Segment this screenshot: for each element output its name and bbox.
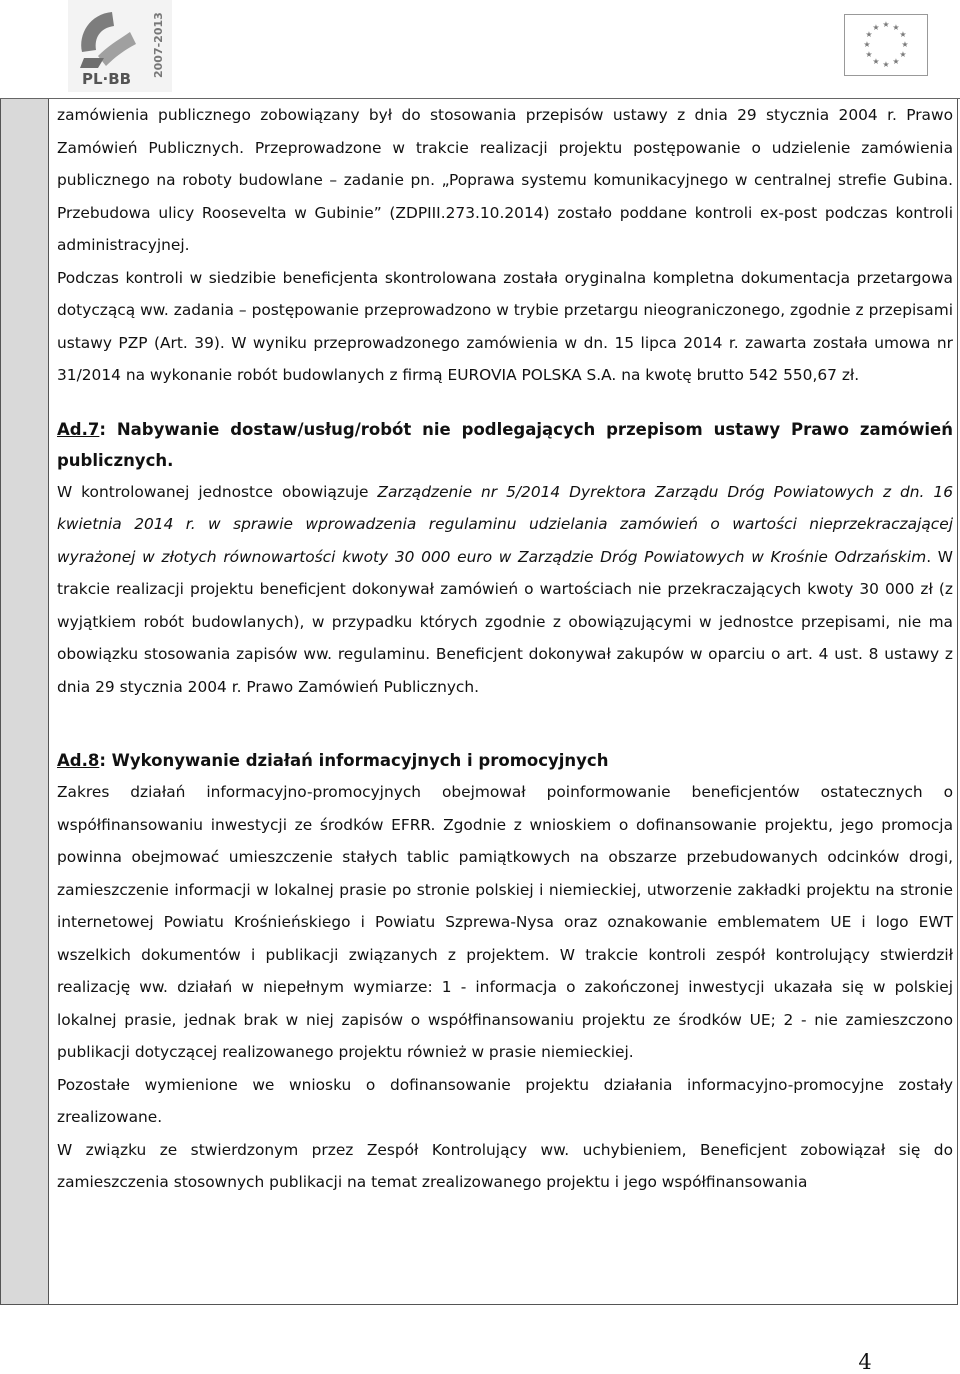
svg-text:★: ★	[892, 57, 900, 66]
eu-flag-stars-icon	[844, 14, 928, 76]
logo-years: 2007-2013	[152, 12, 165, 78]
svg-text:★: ★	[892, 23, 900, 32]
paragraph-1: zamówienia publicznego zobowiązany był do stosowania przepisów ustawy z dnia 29 stycznia 2004 r. Prawo Zamówień Publicznych. Przeprowadzone w trakcie realizacji projektu postępowanie o udzielenie zamówienia publicznego na roboty budowlane – zadanie pn. „Poprawa systemu komunikacyjnego w centralnej strefie Gubina. Przebudowa ulicy Roosevelta w Gubinie” (ZDPIII.273.10.2014) zostało poddane kontroli ex-post podczas kontroli administracyjnej.	[57, 106, 953, 254]
svg-text:★: ★	[901, 40, 909, 49]
svg-text:★: ★	[899, 50, 907, 59]
svg-text:★: ★	[882, 20, 890, 29]
heading-ad8-prefix: Ad.8	[57, 751, 100, 770]
svg-text:★: ★	[863, 40, 871, 49]
document-frame	[0, 99, 958, 1305]
left-margin-column	[1, 99, 49, 1304]
svg-text:★: ★	[882, 60, 890, 69]
paragraph-3-lead: W kontrolowanej jednostce obowiązuje	[57, 482, 378, 501]
svg-text:★: ★	[872, 23, 880, 32]
paragraph-3	[57, 476, 953, 704]
heading-ad8-title: : Wykonywanie działań informacyjnych i promocyjnych	[99, 751, 609, 770]
pl-bb-logo-icon	[68, 0, 172, 92]
logo-text: PL·BB	[82, 70, 132, 88]
section-heading-ad8	[57, 745, 953, 776]
document-body	[57, 99, 953, 1199]
page-number: 4	[858, 1350, 872, 1374]
svg-text:★: ★	[899, 30, 907, 39]
heading-ad7-title: : Nabywanie dostaw/usług/robót nie podlegających przepisom ustawy Prawo zamówień publicznych.	[57, 419, 953, 470]
paragraph-5: Pozostałe wymienione we wniosku o dofinansowanie projektu działania informacyjno-promocyjne zostały zrealizowane.	[57, 1075, 953, 1126]
regulation-title: Zarządzenie nr 5/2014 Dyrektora Zarządu Dróg Powiatowych z dn. 16 kwietnia 2014 r. w sprawie wprowadzenia regulaminu udzielania zamówień o wartości nieprzekraczającej wyrażonej w złotych równowartości kwoty 30 000 euro w Zarządzie Dróg Powiatowych w Krośnie Odrzańskim	[57, 482, 953, 566]
section-heading-ad7	[57, 414, 953, 476]
eu-flag	[844, 14, 928, 76]
paragraph-6: W związku ze stwierdzonym przez Zespół Kontrolujący ww. uchybieniem, Beneficjent zobowiązał się do zamieszczenia stosownych publikacji na temat zrealizowanego projektu i jego współfinansowania	[57, 1140, 953, 1191]
svg-text:★: ★	[872, 57, 880, 66]
paragraph-4: Zakres działań informacyjno-promocyjnych obejmował poinformowanie beneficjentów ostatecznych o współfinansowaniu inwestycji ze środków EFRR. Zgodnie z wnioskiem o dofinansowanie projektu, jego promocja powinna obejmować umieszczenie stałych tablic pamiątkowych na obszarze przebudowanych odcinków drogi, zamieszczenie informacji w lokalnej prasie po stronie polskiej i niemieckiej, utworzenie zakładki projektu na stronie internetowej Powiatu Krośnieńskiego i Powiatu Szprewa-Nysa oraz oznakowanie emblematem UE i logo EWT wszelkich dokumentów i publikacji związanych z projektem. W trakcie kontroli zespół kontrolujący stwierdził realizację ww. działań w niepełnym wymiarze: 1 - informacja o zakończonej inwestycji ukazała się w polskiej lokalnej prasie, jednak brak w niej zapisów o współfinansowaniu projektu ze środków UE; 2 - nie zamieszczono publikacji dotyczącej realizowanego projektu również w prasie niemieckiej.	[57, 783, 953, 1061]
paragraph-2: Podczas kontroli w siedzibie beneficjenta skontrolowana została oryginalna kompletna dokumentacja przetargowa dotyczącą ww. zadania – postępowanie przeprowadzono w trybie przetargu nieograniczonego, zgodnie z przepisami ustawy PZP (Art. 39). W wyniku przeprowadzonego zamówienia w dn. 15 lipca 2014 r. zawarta została umowa nr 31/2014 na wykonanie robót budowlanych z firmą EUROVIA POLSKA S.A. na kwotę brutto 542 550,67 zł.	[57, 268, 953, 384]
svg-text:★: ★	[865, 50, 873, 59]
paragraph-3-rest: . W trakcie realizacji projektu beneficjent dokonywał zamówień o wartościach nie przekraczających kwoty 30 000 zł (z wyjątkiem robót budowlanych), w przypadku których zgodnie z obowiązującymi w jednostce przepisami, nie ma obowiązku stosowania zapisów ww. regulaminu. Beneficjent dokonywał zakupów w oparciu o art. 4 ust. 8 ustawy z dnia 29 stycznia 2004 r. Prawo Zamówień Publicznych.	[57, 547, 953, 696]
svg-text:★: ★	[865, 30, 873, 39]
program-logo	[68, 0, 172, 92]
heading-ad7-prefix: Ad.7	[57, 419, 100, 439]
